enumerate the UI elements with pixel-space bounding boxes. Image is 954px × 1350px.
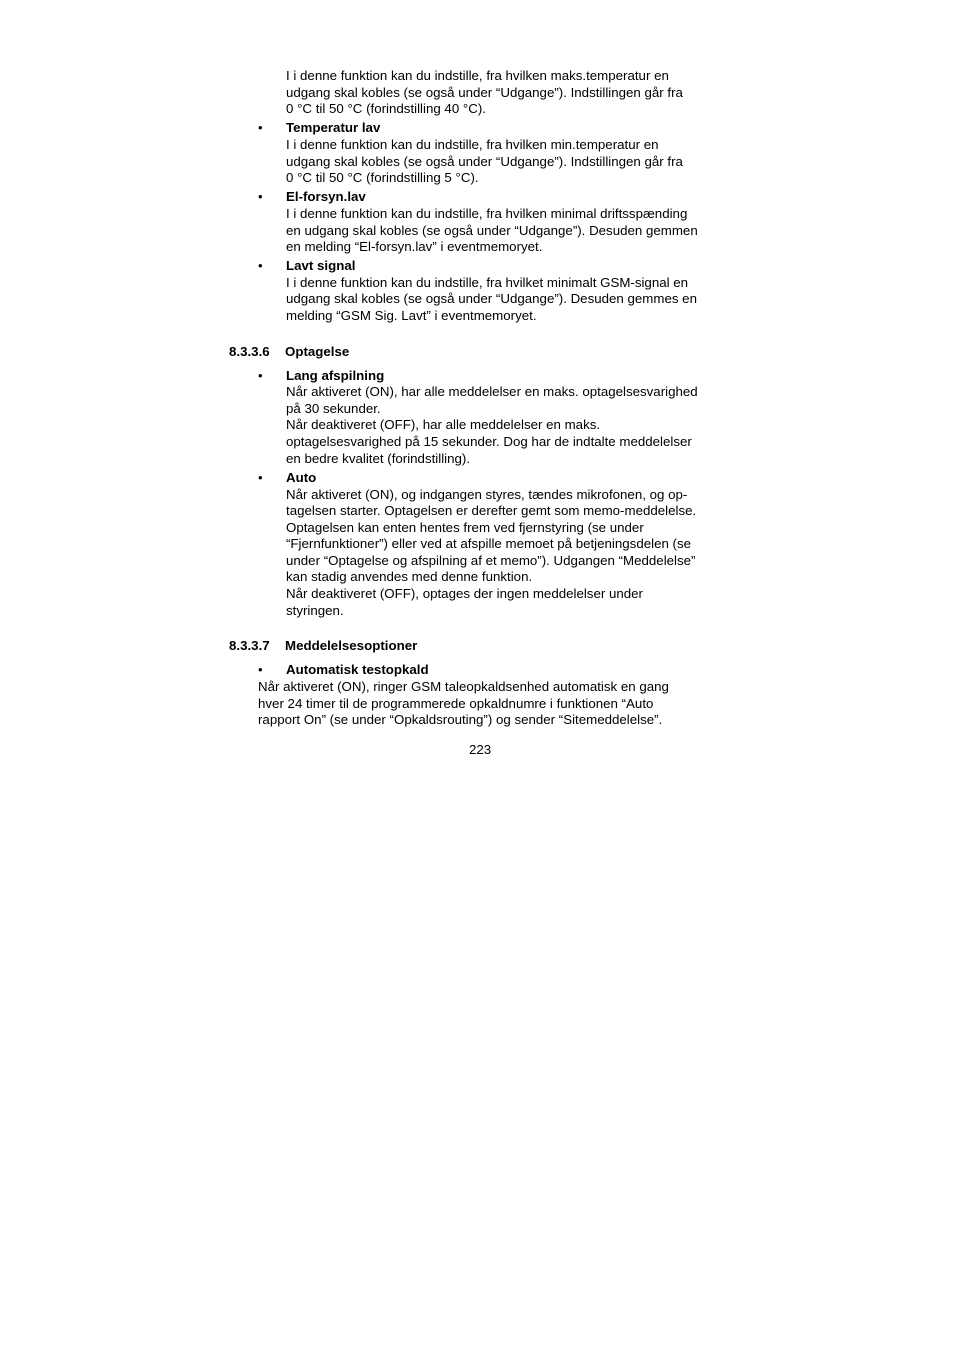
item-line: udgang skal kobles (se også under “Udgange”). Desuden gemmes en <box>286 291 697 306</box>
item-title: Automatisk testopkald <box>286 662 429 677</box>
item-title: Lavt signal <box>286 258 356 273</box>
intro-line: 0 °C til 50 °C (forindstilling 40 °C). <box>286 101 486 116</box>
item-title: Auto <box>286 470 317 485</box>
item-title: Temperatur lav <box>286 120 381 135</box>
bullet-icon: • <box>258 470 263 485</box>
item-line: I i denne funktion kan du indstille, fra hvilken minimal driftsspænding <box>286 206 688 221</box>
item-line: hver 24 timer til de programmerede opkaldnumre i funktionen “Auto <box>258 696 654 711</box>
bullet-icon: • <box>258 368 263 383</box>
item-line: Når aktiveret (ON), har alle meddelelser en maks. optagelsesvarighed <box>286 384 698 399</box>
bullet-icon: • <box>258 120 263 135</box>
item-line: en melding “El-forsyn.lav” i eventmemoryet. <box>286 239 543 254</box>
item-line: Når aktiveret (ON), og indgangen styres, tændes mikrofonen, og op- <box>286 487 688 502</box>
item-title: Lang afspilning <box>286 368 385 383</box>
bullet-icon: • <box>258 258 263 273</box>
item-line: Når deaktiveret (OFF), har alle meddelelser en maks. <box>286 417 601 432</box>
item-line: “Fjernfunktioner”) eller ved at afspille memoet på betjeningsdelen (se <box>286 536 692 551</box>
item-line: under “Optagelse og afspilning af et memo”). Udgangen “Meddelelse” <box>286 553 696 568</box>
item-line: melding “GSM Sig. Lavt” i eventmemoryet. <box>286 308 537 323</box>
section-number: 8.3.3.6 <box>229 344 270 359</box>
bullet-icon: • <box>258 662 263 677</box>
bullet-icon: • <box>258 189 263 204</box>
item-line: udgang skal kobles (se også under “Udgange”). Indstillingen går fra <box>286 154 683 169</box>
item-line: kan stadig anvendes med denne funktion. <box>286 569 533 584</box>
item-line: Optagelsen kan enten hentes frem ved fjernstyring (se under <box>286 520 644 535</box>
item-line: en bedre kvalitet (forindstilling). <box>286 451 471 466</box>
intro-line: udgang skal kobles (se også under “Udgange”). Indstillingen går fra <box>286 85 683 100</box>
item-title: El-forsyn.lav <box>286 189 366 204</box>
item-line: tagelsen starter. Optagelsen er derefter gemt som memo-meddelelse. <box>286 503 697 518</box>
section-title: Meddelelsesoptioner <box>285 638 418 653</box>
section-title: Optagelse <box>285 344 350 359</box>
page-number: 223 <box>469 742 492 757</box>
item-line: Når aktiveret (ON), ringer GSM taleopkaldsenhed automatisk en gang <box>258 679 669 694</box>
item-line: på 30 sekunder. <box>286 401 381 416</box>
item-line: 0 °C til 50 °C (forindstilling 5 °C). <box>286 170 479 185</box>
item-line: Når deaktiveret (OFF), optages der ingen meddelelser under <box>286 586 643 601</box>
item-line: styringen. <box>286 603 344 618</box>
section-number: 8.3.3.7 <box>229 638 270 653</box>
item-line: rapport On” (se under “Opkaldsrouting”) og sender “Sitemeddelelse”. <box>258 712 663 727</box>
intro-line: I i denne funktion kan du indstille, fra hvilken maks.temperatur en <box>286 68 669 83</box>
item-line: I i denne funktion kan du indstille, fra hvilket minimalt GSM-signal en <box>286 275 689 290</box>
item-line: optagelsesvarighed på 15 sekunder. Dog har de indtalte meddelelser <box>286 434 692 449</box>
item-line: I i denne funktion kan du indstille, fra hvilken min.temperatur en <box>286 137 659 152</box>
item-line: en udgang skal kobles (se også under “Udgange”). Desuden gemmen <box>286 223 698 238</box>
